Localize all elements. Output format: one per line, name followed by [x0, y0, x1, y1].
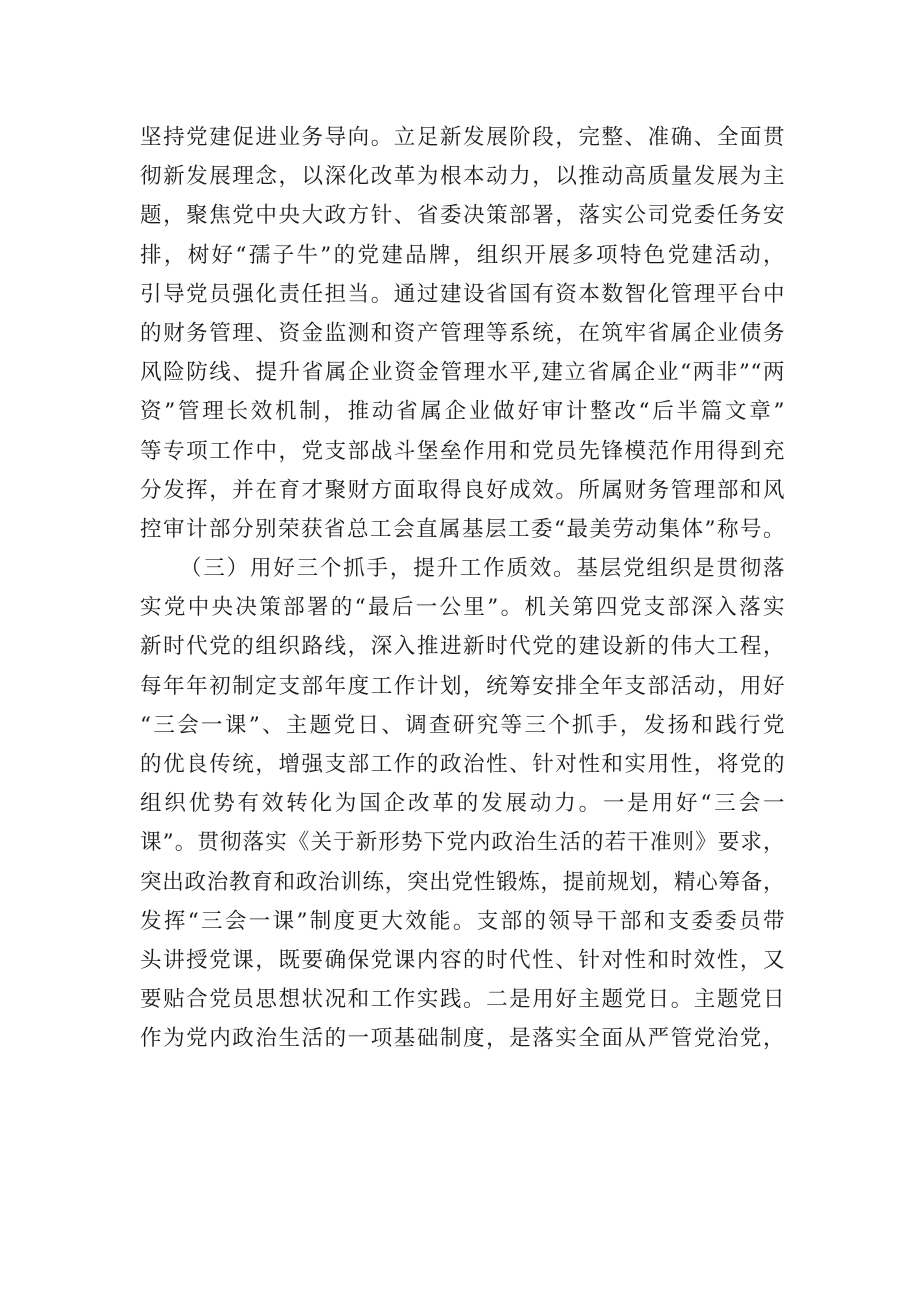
text-line: 每年年初制定支部年度工作计划，统筹安排全年支部活动，用好: [140, 673, 785, 699]
text-line: 要贴合党员思想状况和工作实践。二是用好主题党日。主题党日: [140, 987, 785, 1013]
text-line: 的财务管理、资金监测和资产管理等系统，在筑牢省属企业债务: [140, 320, 785, 346]
text-line: 引导党员强化责任担当。通过建设省国有资本数智化管理平台中: [140, 281, 785, 307]
body-text: [140, 118, 785, 1059]
text-line: 彻新发展理念，以深化改革为根本动力，以推动高质量发展为主: [140, 164, 785, 190]
section-heading-line: （三）用好三个抓手，提升工作质效。基层党组织是贯彻落: [180, 556, 785, 582]
text-line: 的优良传统，增强支部工作的政治性、针对性和实用性，将党的: [140, 752, 785, 777]
text-line: 资”管理长效机制，推动省属企业做好审计整改“后半篇文章”: [140, 399, 785, 425]
text-line: 排，树好“孺子牛”的党建品牌，组织开展多项特色党建活动，: [140, 242, 785, 268]
text-line: 控审计部分别荣获省总工会直属基层工委“最美劳动集体”称号。: [140, 516, 785, 542]
text-line: 发挥“三会一课”制度更大效能。支部的领导干部和支委委员带: [140, 908, 785, 934]
text-line: 实党中央决策部署的“最后一公里”。机关第四党支部深入落实: [140, 595, 785, 621]
text-line: 风险防线、提升省属企业资金管理水平,建立省属企业“两非”“两: [140, 360, 785, 386]
text-line: 题，聚焦党中央大政方针、省委决策部署，落实公司党委任务安: [140, 203, 785, 229]
text-line: 突出政治教育和政治训练，突出党性锻炼，提前规划，精心筹备，: [140, 869, 785, 895]
text-line: 作为党内政治生活的一项基础制度，是落实全面从严管党治党，: [140, 1026, 785, 1052]
text-line: 组织优势有效转化为国企改革的发展动力。一是用好“三会一: [140, 791, 785, 817]
text-line: 新时代党的组织路线，深入推进新时代党的建设新的伟大工程，: [140, 634, 785, 660]
text-line: 坚持党建促进业务导向。立足新发展阶段，完整、准确、全面贯: [140, 125, 785, 150]
text-line: 等专项工作中，党支部战斗堡垒作用和党员先锋模范作用得到充: [140, 438, 785, 464]
text-line: 课”。贯彻落实《关于新形势下党内政治生活的若干准则》要求，: [140, 830, 785, 856]
text-line: “三会一课”、主题党日、调查研究等三个抓手，发扬和践行党: [140, 712, 785, 738]
text-line: 头讲授党课，既要确保党课内容的时代性、针对性和时效性，又: [140, 947, 785, 973]
text-line: 分发挥，并在育才聚财方面取得良好成效。所属财务管理部和风: [140, 477, 785, 503]
